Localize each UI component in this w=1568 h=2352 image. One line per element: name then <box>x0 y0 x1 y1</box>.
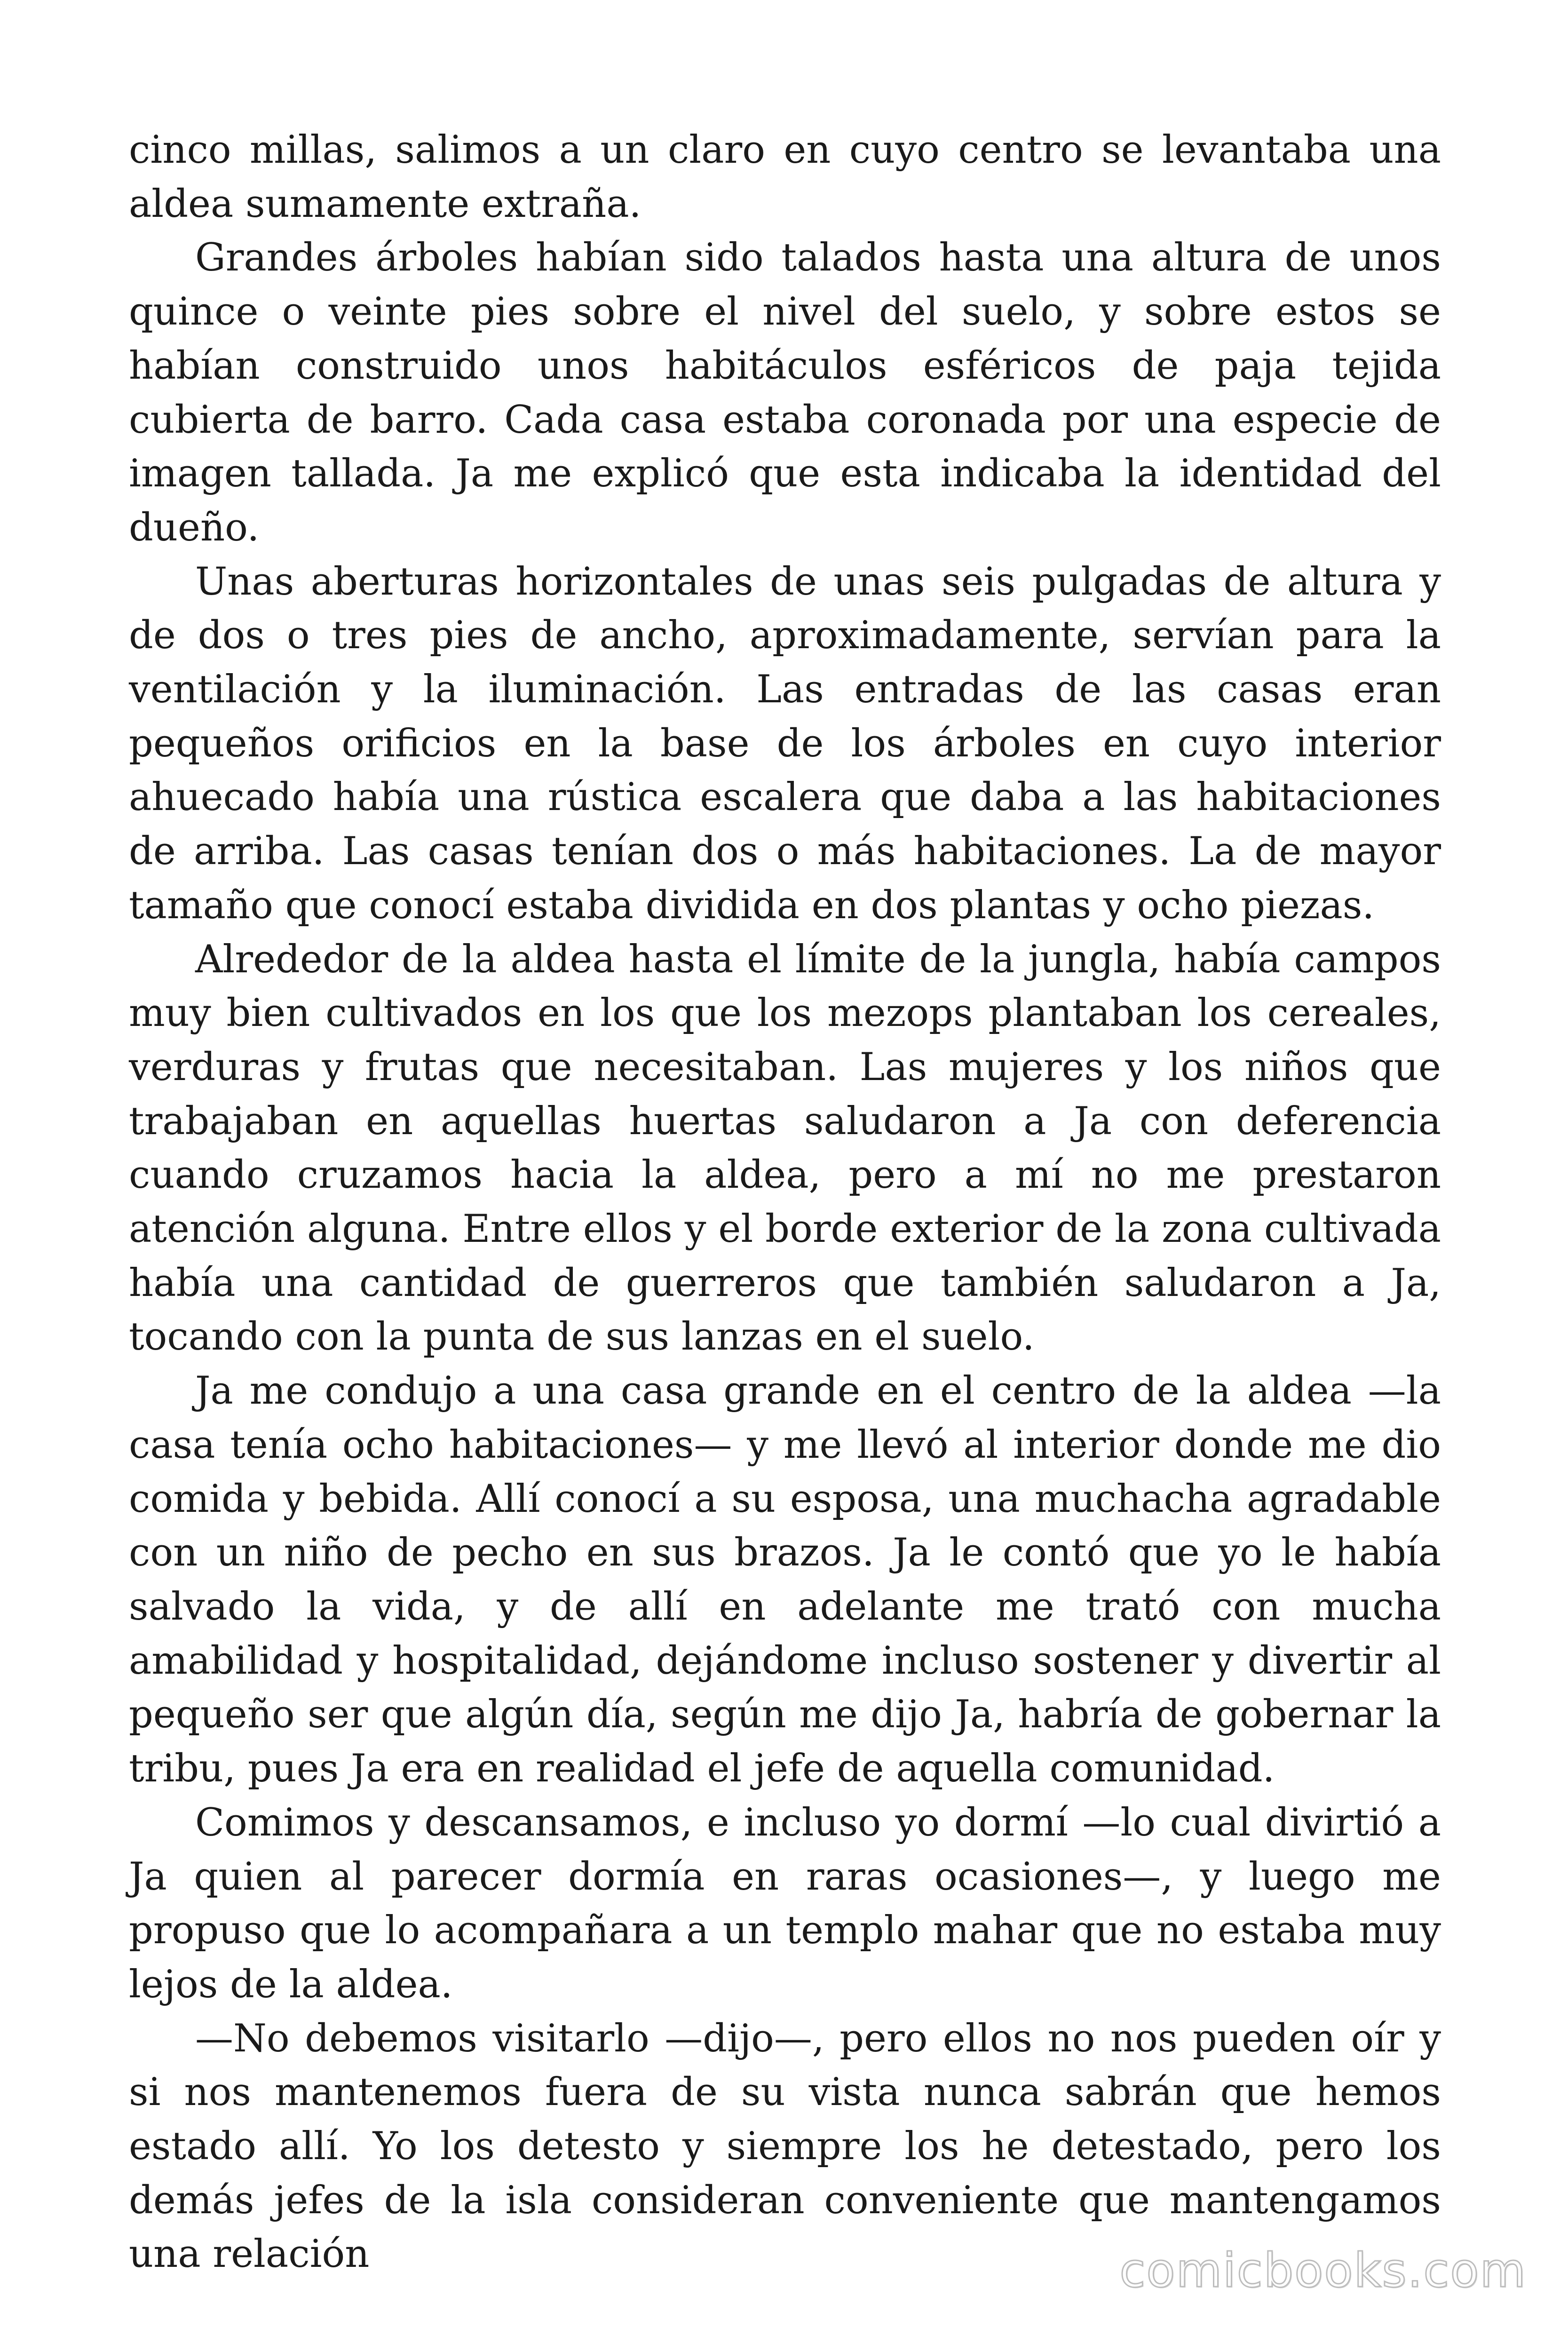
paragraph-7: —No debemos visitarlo —dijo—, pero ellos no nos pueden oír y si nos mantenemos fuera de su vista nunca sabrán que hemos estado allí. Yo los detesto y siempre los he detestado, pero los demás jefes de la isla consideran conveniente que mantengamos una relación <box>129 2016 1441 2277</box>
paragraph-1: cinco millas, salimos a un claro en cuyo centro se levantaba una aldea sumamente extraña. <box>129 128 1441 226</box>
paragraph-6: Comimos y descansamos, e incluso yo dormí —lo cual divirtió a Ja quien al parecer dormía en raras ocasiones—, y luego me propuso que lo acompañara a un templo mahar que no estaba muy lejos de la aldea. <box>129 1800 1441 2007</box>
paragraph-2: Grandes árboles habían sido talados hasta una altura de unos quince o veinte pies sobre el nivel del suelo, y sobre estos se habían construido unos habitáculos esféricos de paja tejida cubierta de barro. Cada casa estaba coronada por una especie de imagen tallada. Ja me explicó que esta indicaba la identidad del dueño. <box>129 236 1441 550</box>
watermark-logo: comicbooks.com <box>1119 2243 1527 2298</box>
paragraph-3: Unas aberturas horizontales de unas seis pulgadas de altura y de dos o tres pies de ancho, aproximadamente, servían para la ventilación y la iluminación. Las entradas de las casas eran pequeños orificios en la base de los árboles en cuyo interior ahuecado había una rústica escalera que daba a las habitaciones de arriba. Las casas tenían dos o más habitaciones. La de mayor tamaño que conocí estaba dividida en dos plantas y ocho piezas. <box>129 559 1441 928</box>
paragraph-5: Ja me condujo a una casa grande en el centro de la aldea —la casa tenía ocho habitaciones— y me llevó al interior donde me dio comida y bebida. Allí conocí a su esposa, una muchacha agradable con un niño de pecho en sus brazos. Ja le contó que yo le había salvado la vida, y de allí en adelante me trató con mucha amabilidad y hospitalidad, dejándome incluso sostener y divertir al pequeño ser que algún día, según me dijo Ja, habría de gobernar la tribu, pues Ja era en realidad el jefe de aquella comunidad. <box>129 1369 1441 1791</box>
paragraph-4: Alrededor de la aldea hasta el límite de la jungla, había campos muy bien cultivados en los que los mezops plantaban los cereales, verduras y frutas que necesitaban. Las mujeres y los niños que trabajaban en aquellas huertas saludaron a Ja con deferencia cuando cruzamos hacia la aldea, pero a mí no me prestaron atención alguna. Entre ellos y el borde exterior de la zona cultivada había una cantidad de guerreros que también saludaron a Ja, tocando con la punta de sus lanzas en el suelo. <box>129 937 1441 1359</box>
page-text-body <box>129 123 1441 2281</box>
